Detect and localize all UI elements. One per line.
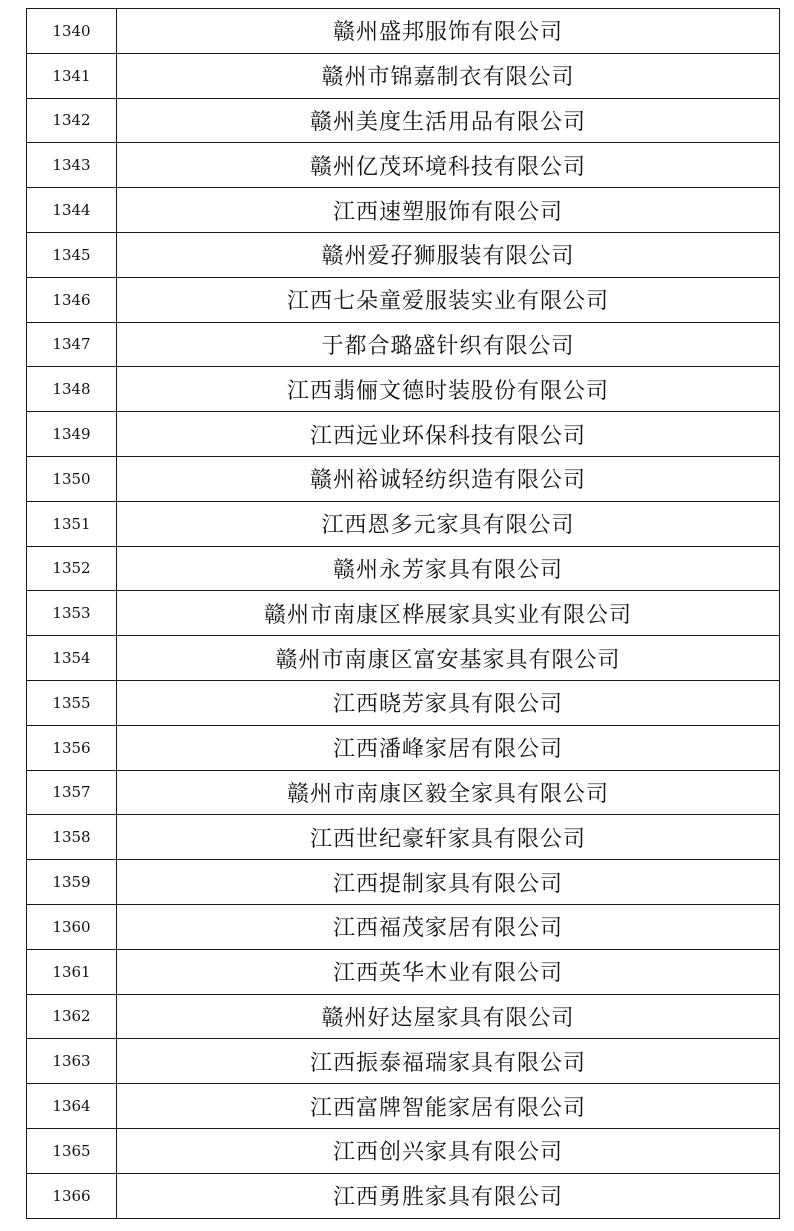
company-name-cell: 赣州市南康区富安基家具有限公司 bbox=[117, 636, 780, 681]
table-row bbox=[27, 277, 780, 322]
company-name-cell: 江西创兴家具有限公司 bbox=[117, 1128, 780, 1173]
table-row bbox=[27, 143, 780, 188]
company-name-cell: 江西富牌智能家居有限公司 bbox=[117, 1084, 780, 1129]
table-row bbox=[27, 9, 780, 54]
table-body bbox=[27, 9, 780, 1219]
table-row bbox=[27, 904, 780, 949]
company-name-cell: 于都合璐盛针织有限公司 bbox=[117, 322, 780, 367]
row-number-cell: 1359 bbox=[27, 860, 117, 905]
row-number-cell: 1366 bbox=[27, 1173, 117, 1218]
table-row bbox=[27, 53, 780, 98]
row-number-cell: 1345 bbox=[27, 232, 117, 277]
company-name-cell: 江西英华木业有限公司 bbox=[117, 949, 780, 994]
table-row bbox=[27, 994, 780, 1039]
table-row bbox=[27, 591, 780, 636]
table-row bbox=[27, 949, 780, 994]
row-number-cell: 1347 bbox=[27, 322, 117, 367]
company-name-cell: 江西世纪豪轩家具有限公司 bbox=[117, 815, 780, 860]
company-name-cell: 江西七朵童爱服装实业有限公司 bbox=[117, 277, 780, 322]
company-name-cell: 江西振泰福瑞家具有限公司 bbox=[117, 1039, 780, 1084]
row-number-cell: 1363 bbox=[27, 1039, 117, 1084]
row-number-cell: 1351 bbox=[27, 501, 117, 546]
company-name-cell: 赣州好达屋家具有限公司 bbox=[117, 994, 780, 1039]
row-number-cell: 1348 bbox=[27, 367, 117, 412]
row-number-cell: 1358 bbox=[27, 815, 117, 860]
company-name-cell: 江西翡俪文德时装股份有限公司 bbox=[117, 367, 780, 412]
company-list-table bbox=[26, 8, 780, 1219]
table-row bbox=[27, 367, 780, 412]
table-row bbox=[27, 1039, 780, 1084]
row-number-cell: 1349 bbox=[27, 412, 117, 457]
company-name-cell: 江西勇胜家具有限公司 bbox=[117, 1173, 780, 1218]
company-name-cell: 江西速塑服饰有限公司 bbox=[117, 188, 780, 233]
company-name-cell: 江西潘峰家居有限公司 bbox=[117, 725, 780, 770]
table-row bbox=[27, 680, 780, 725]
table-row bbox=[27, 1128, 780, 1173]
company-name-cell: 赣州亿茂环境科技有限公司 bbox=[117, 143, 780, 188]
table-row bbox=[27, 98, 780, 143]
company-name-cell: 赣州市南康区桦展家具实业有限公司 bbox=[117, 591, 780, 636]
table-row bbox=[27, 322, 780, 367]
table-row bbox=[27, 412, 780, 457]
table-row bbox=[27, 501, 780, 546]
table-row bbox=[27, 770, 780, 815]
row-number-cell: 1343 bbox=[27, 143, 117, 188]
row-number-cell: 1356 bbox=[27, 725, 117, 770]
row-number-cell: 1344 bbox=[27, 188, 117, 233]
company-name-cell: 赣州爱孖狮服装有限公司 bbox=[117, 232, 780, 277]
row-number-cell: 1364 bbox=[27, 1084, 117, 1129]
row-number-cell: 1354 bbox=[27, 636, 117, 681]
company-name-cell: 江西提制家具有限公司 bbox=[117, 860, 780, 905]
table-row bbox=[27, 1173, 780, 1218]
row-number-cell: 1365 bbox=[27, 1128, 117, 1173]
company-name-cell: 赣州市锦嘉制衣有限公司 bbox=[117, 53, 780, 98]
company-name-cell: 赣州美度生活用品有限公司 bbox=[117, 98, 780, 143]
table-row bbox=[27, 1084, 780, 1129]
company-name-cell: 江西恩多元家具有限公司 bbox=[117, 501, 780, 546]
row-number-cell: 1360 bbox=[27, 904, 117, 949]
table-row bbox=[27, 860, 780, 905]
table-row bbox=[27, 232, 780, 277]
row-number-cell: 1341 bbox=[27, 53, 117, 98]
row-number-cell: 1361 bbox=[27, 949, 117, 994]
table-row bbox=[27, 188, 780, 233]
row-number-cell: 1346 bbox=[27, 277, 117, 322]
table-row bbox=[27, 815, 780, 860]
table-row bbox=[27, 456, 780, 501]
company-name-cell: 赣州盛邦服饰有限公司 bbox=[117, 9, 780, 54]
row-number-cell: 1352 bbox=[27, 546, 117, 591]
company-name-cell: 赣州裕诚轻纺织造有限公司 bbox=[117, 456, 780, 501]
row-number-cell: 1350 bbox=[27, 456, 117, 501]
company-name-cell: 江西晓芳家具有限公司 bbox=[117, 680, 780, 725]
row-number-cell: 1353 bbox=[27, 591, 117, 636]
table-row bbox=[27, 725, 780, 770]
row-number-cell: 1355 bbox=[27, 680, 117, 725]
company-name-cell: 江西远业环保科技有限公司 bbox=[117, 412, 780, 457]
table-row bbox=[27, 546, 780, 591]
company-name-cell: 赣州永芳家具有限公司 bbox=[117, 546, 780, 591]
row-number-cell: 1342 bbox=[27, 98, 117, 143]
company-name-cell: 江西福茂家居有限公司 bbox=[117, 904, 780, 949]
row-number-cell: 1340 bbox=[27, 9, 117, 54]
company-name-cell: 赣州市南康区毅全家具有限公司 bbox=[117, 770, 780, 815]
table-row bbox=[27, 636, 780, 681]
row-number-cell: 1362 bbox=[27, 994, 117, 1039]
row-number-cell: 1357 bbox=[27, 770, 117, 815]
